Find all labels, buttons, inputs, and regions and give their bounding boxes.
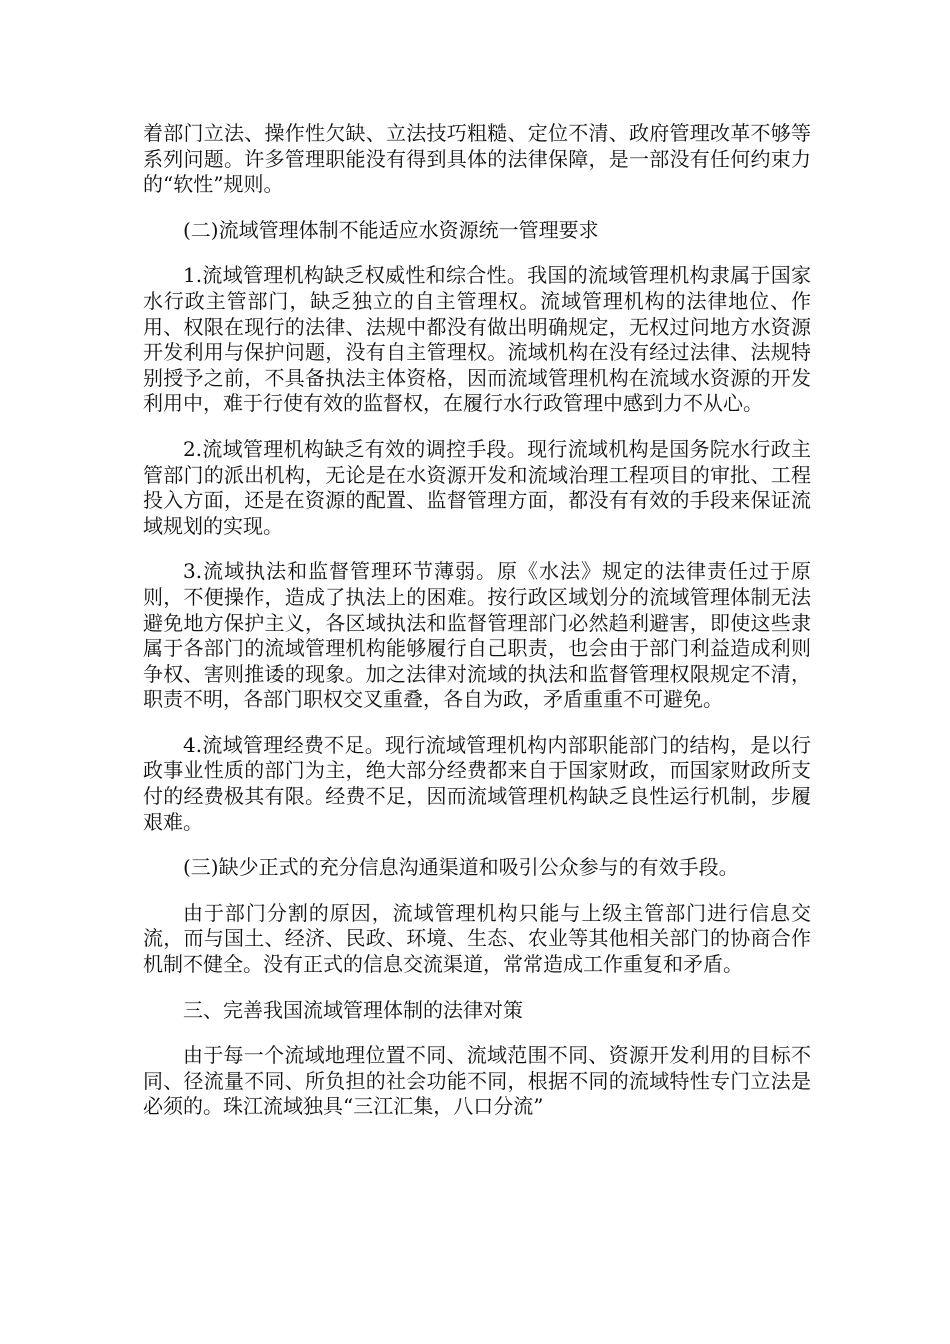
- section-heading-3: (三)缺少正式的充分信息沟通渠道和吸引公众参与的有效手段。: [183, 855, 739, 880]
- paragraph-item-4: 4.流域管理经费不足。现行流域管理机构内部职能部门的结构，是以行政事业性质的部门为主，绝大部分经费都来自于国家财政，而国家财政所支付的经费极其有限。经费不足，因而流域管理机构缺乏良性运行机制，步履艰难。: [143, 732, 811, 834]
- chapter-heading-3: 三、完善我国流域管理体制的法律对策: [183, 997, 523, 1022]
- paragraph-item-2: 2.流域管理机构缺乏有效的调控手段。现行流域机构是国务院水行政主管部门的派出机构，无论是在水资源开发和流域治理工程项目的审批、工程投入方面，还是在资源的配置、监督管理方面，都没有有效的手段来保证流域规划的实现。: [143, 436, 811, 538]
- section-heading-2: (二)流域管理体制不能适应水资源统一管理要求: [183, 217, 599, 242]
- paragraph-information: 由于部门分割的原因，流域管理机构只能与上级主管部门进行信息交流，而与国土、经济、民政、环境、生态、农业等其他相关部门的协商合作机制不健全。没有正式的信息交流渠道，常常造成工作重复和矛盾。: [143, 900, 811, 977]
- document-page: [143, 121, 811, 1140]
- paragraph-item-3: 3.流域执法和监督管理环节薄弱。原《水法》规定的法律责任过于原则，不便操作，造成了执法上的困难。按行政区域划分的流域管理体制无法避免地方保护主义，各区域执法和监督管理部门必然趋利避害，即使这些隶属于各部门的流域管理机构能够履行自己职责，也会由于部门利益造成利则争权、害则推诿的现象。加之法律对流域的执法和监督管理权限规定不清，职责不明，各部门职权交叉重叠，各自为政，矛盾重重不可避免。: [143, 559, 811, 712]
- paragraph-continuation: 着部门立法、操作性欠缺、立法技巧粗糙、定位不清、政府管理改革不够等系列问题。许多管理职能没有得到具体的法律保障，是一部没有任何约束力的“软性”规则。: [143, 121, 811, 197]
- paragraph-countermeasures: 由于每一个流域地理位置不同、流域范围不同、资源开发利用的目标不同、径流量不同、所负担的社会功能不同，根据不同的流域特性专门立法是必须的。珠江流域独具“三江汇集，八口分流”: [143, 1043, 811, 1119]
- paragraph-item-1: 1.流域管理机构缺乏权威性和综合性。我国的流域管理机构隶属于国家水行政主管部门，缺乏独立的自主管理权。流域管理机构的法律地位、作用、权限在现行的法律、法规中都没有做出明确规定，无权过问地方水资源开发利用与保护问题，没有自主管理权。流域机构在没有经过法律、法规特别授予之前，不具备执法主体资格，因而流域管理机构在流域水资源的开发利用中，难于行使有效的监督权，在履行水行政管理中感到力不从心。: [143, 263, 811, 416]
